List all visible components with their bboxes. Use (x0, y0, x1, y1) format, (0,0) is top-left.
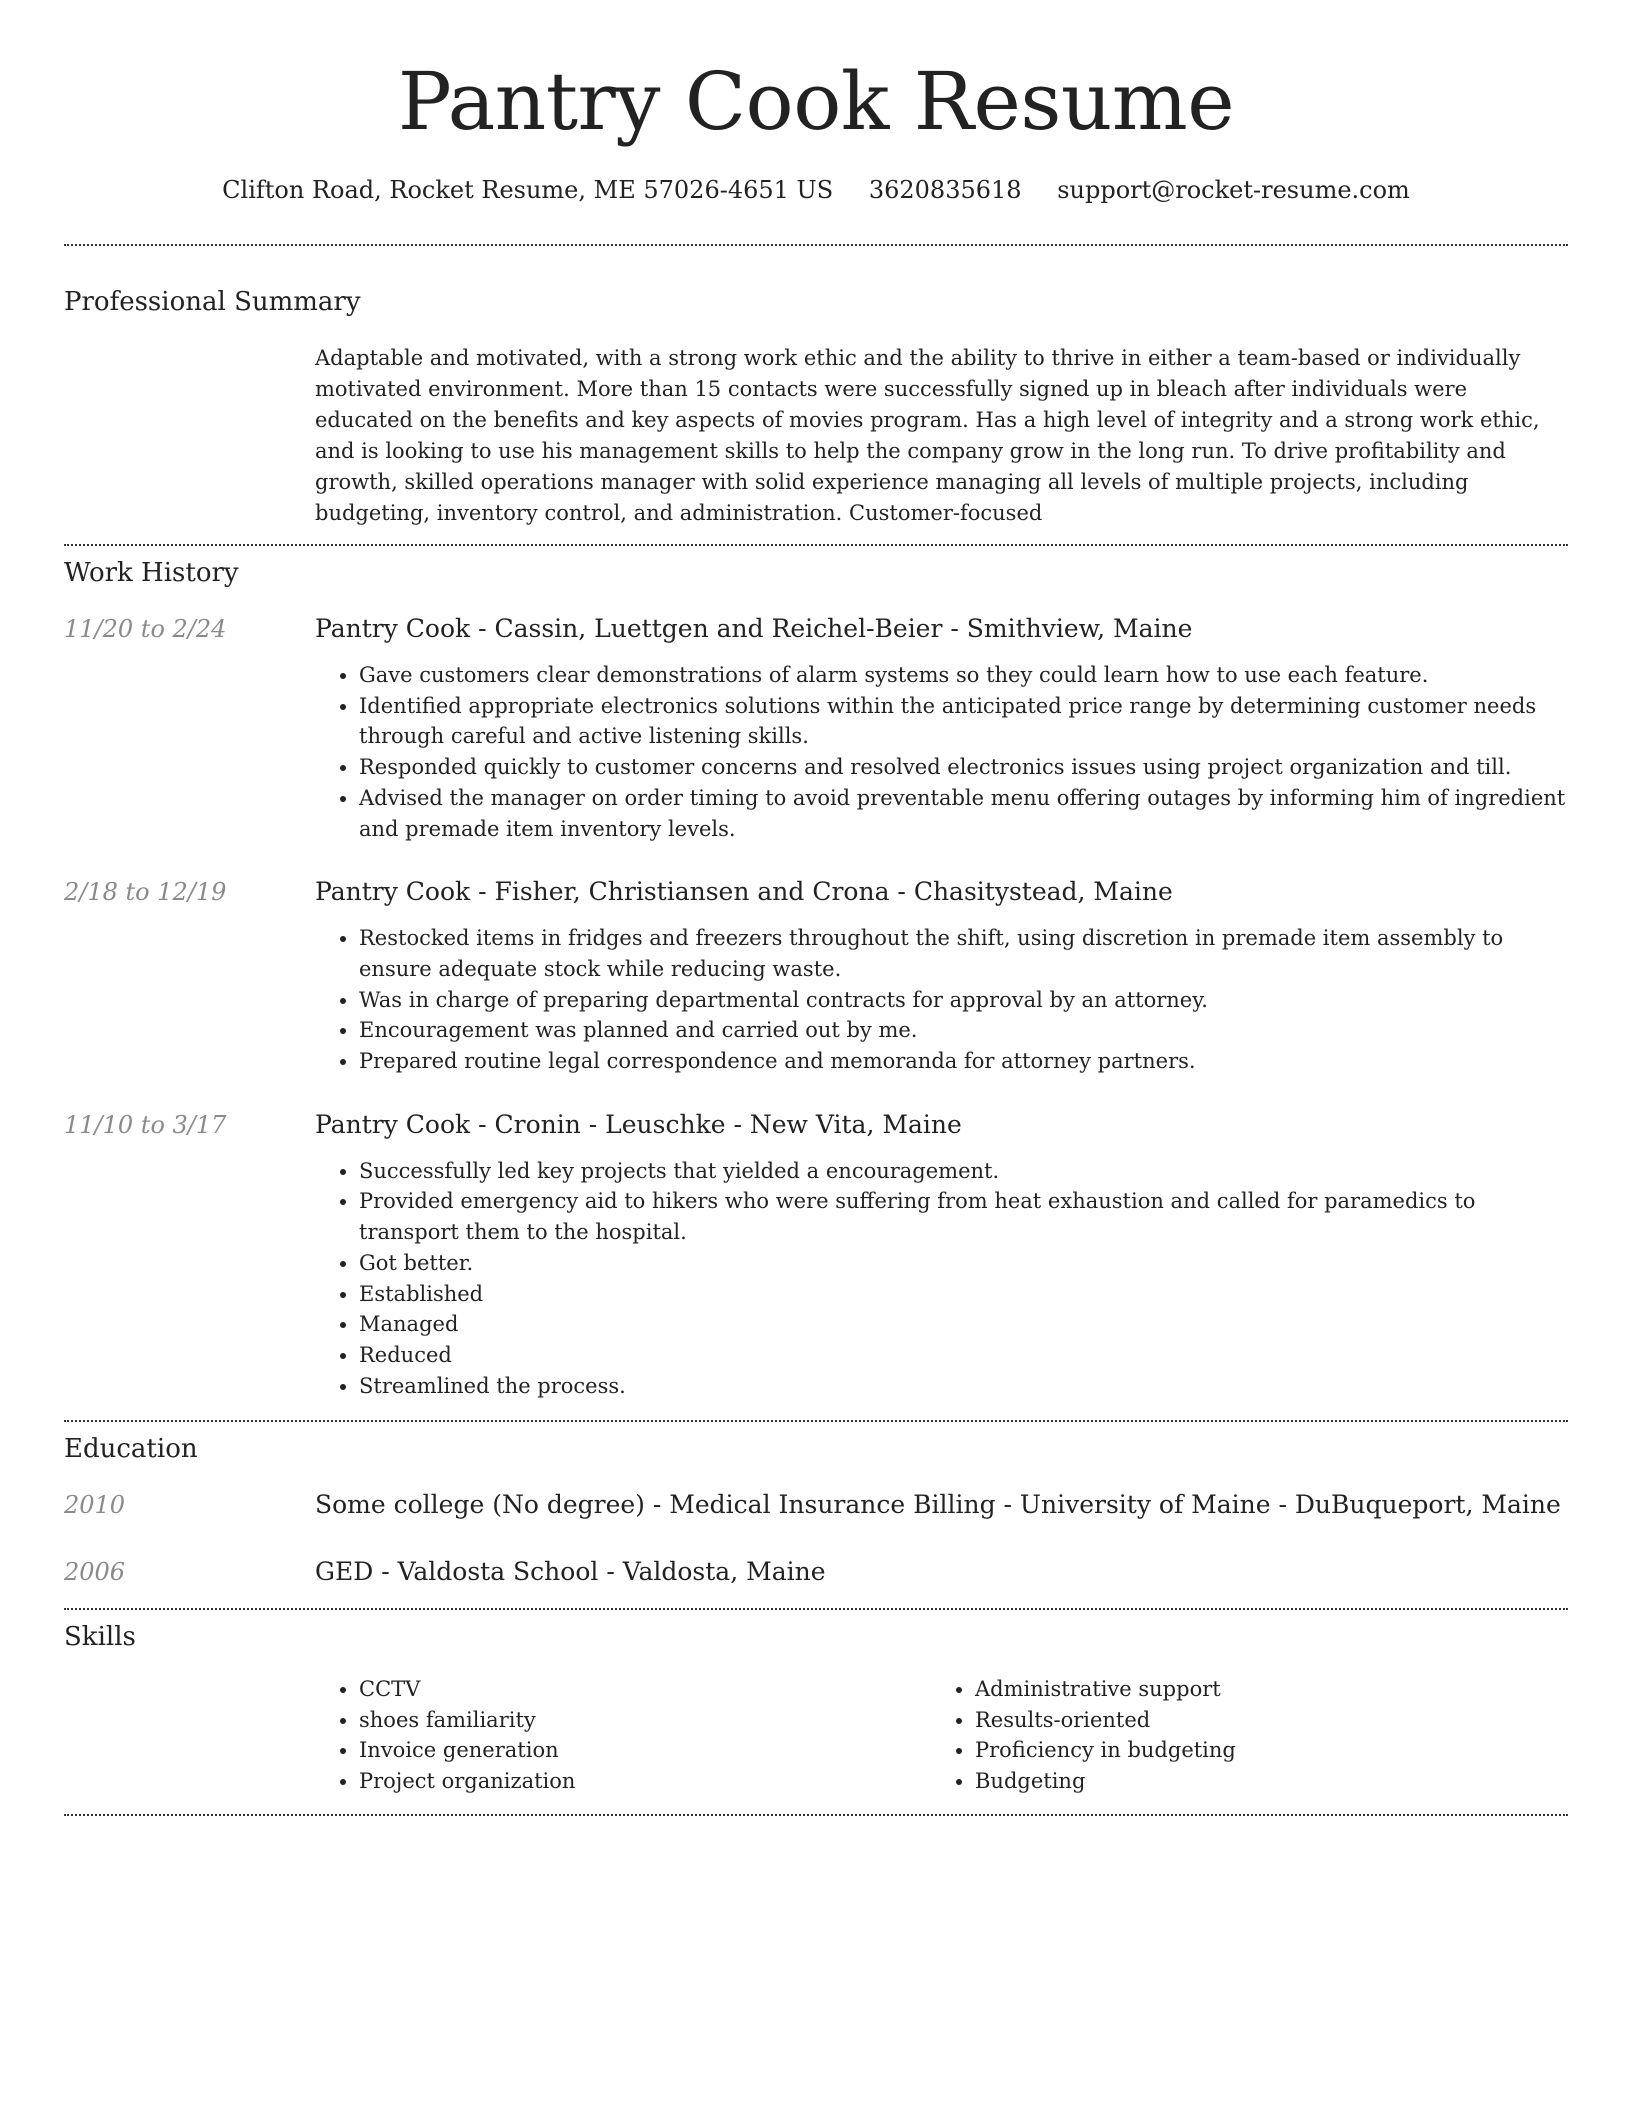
education-detail: GED - Valdosta School - Valdosta, Maine (315, 1557, 826, 1587)
education-entry (64, 1488, 1568, 1522)
skills-list-left (315, 1674, 931, 1796)
list-item: • Encouragement was planned and carried out by me. (359, 1015, 1568, 1046)
list-item: • Successfully led key projects that yielded a encouragement. (359, 1156, 1568, 1187)
resume-title: Pantry Cook Resume (397, 55, 1235, 148)
summary-heading: Professional Summary (64, 287, 361, 317)
divider (64, 244, 1568, 246)
list-item: • Prepared routine legal correspondence and memoranda for attorney partners. (359, 1046, 1568, 1077)
skill-item: • Results-oriented (975, 1705, 1547, 1736)
job-bullets (359, 1156, 1568, 1402)
education-detail: Some college (No degree) - Medical Insurance Billing - University of Maine - DuBuqueport, Maine (315, 1490, 1561, 1520)
skills-section (64, 1620, 1568, 1796)
education-entry (64, 1555, 1568, 1589)
divider (64, 1814, 1568, 1816)
education-year: 2006 (64, 1558, 126, 1587)
list-item: • Responded quickly to customer concerns and resolved electronics issues using project organization and till. (359, 752, 1568, 783)
skill-item: • Project organization (359, 1766, 931, 1797)
skills-columns (315, 1674, 1568, 1796)
job-title: Pantry Cook - Cronin - Leuschke - New Vita, Maine (315, 1109, 962, 1139)
skill-item: • CCTV (359, 1674, 931, 1705)
contact-email: support@rocket-resume.com (1057, 176, 1410, 204)
skill-item: • shoes familiarity (359, 1705, 931, 1736)
job-bullets (359, 923, 1568, 1077)
divider (64, 1420, 1568, 1422)
skill-item: • Proficiency in budgeting (975, 1735, 1547, 1766)
contact-phone: 3620835618 (868, 176, 1022, 204)
contact-line (64, 176, 1568, 204)
work-history-heading: Work History (64, 558, 239, 588)
list-item: • Got better. (359, 1248, 1568, 1279)
list-item: • Reduced (359, 1340, 1568, 1371)
job-dates: 11/10 to 3/17 (64, 1110, 227, 1139)
summary-section (64, 286, 1568, 529)
list-item: • Gave customers clear demonstrations of alarm systems so they could learn how to use each feature. (359, 660, 1568, 691)
list-item: • Provided emergency aid to hikers who were suffering from heat exhaustion and called for paramedics to transport them to the hospital. (359, 1186, 1568, 1247)
list-item: • Identified appropriate electronics solutions within the anticipated price range by determining customer needs through careful and active listening skills. (359, 691, 1568, 752)
list-item: • Managed (359, 1309, 1568, 1340)
work-history-section (64, 556, 1568, 1401)
list-item: • Was in charge of preparing departmental contracts for approval by an attorney. (359, 985, 1568, 1016)
list-item: • Established (359, 1279, 1568, 1310)
job-dates: 2/18 to 12/19 (64, 878, 227, 907)
job-entry (64, 1108, 1568, 1402)
job-title: Pantry Cook - Cassin, Luettgen and Reichel-Beier - Smithview, Maine (315, 614, 1193, 643)
list-item: • Streamlined the process. (359, 1371, 1568, 1402)
skill-item: • Invoice generation (359, 1735, 931, 1766)
contact-address: Clifton Road, Rocket Resume, ME 57026-4651 US (222, 176, 834, 204)
divider (64, 544, 1568, 546)
skill-item: • Administrative support (975, 1674, 1547, 1705)
skill-item: • Budgeting (975, 1766, 1547, 1797)
skills-heading: Skills (64, 1622, 136, 1653)
education-year: 2010 (64, 1491, 126, 1520)
summary-text: Adaptable and motivated, with a strong work ethic and the ability to thrive in either a team-based or individually motivated environment. More than 15 contacts were successfully signed up in bleach after individuals were educated on the benefits and key aspects of movies program. Has a high level of integrity and a strong work ethic, and is looking to use his management skills to help the company grow in the long run. To drive profitability and growth, skilled operations manager with solid experience managing all levels of multiple projects, including budgeting, inventory control, and administration. Customer-focused (315, 346, 1540, 525)
list-item: • Advised the manager on order timing to avoid preventable menu offering outages by informing him of ingredient and premade item inventory levels. (359, 783, 1568, 844)
divider (64, 1608, 1568, 1610)
job-bullets (359, 660, 1568, 844)
job-title: Pantry Cook - Fisher, Christiansen and Crona - Chasitystead, Maine (315, 877, 1173, 907)
education-section (64, 1432, 1568, 1589)
resume-page (64, 0, 1568, 1816)
education-heading: Education (64, 1434, 198, 1465)
list-item: • Restocked items in fridges and freezers throughout the shift, using discretion in premade item assembly to ensure adequate stock while reducing waste. (359, 923, 1568, 984)
job-entry (64, 612, 1568, 844)
job-entry (64, 875, 1568, 1077)
skills-list-right (931, 1674, 1547, 1796)
job-dates: 11/20 to 2/24 (64, 615, 227, 643)
